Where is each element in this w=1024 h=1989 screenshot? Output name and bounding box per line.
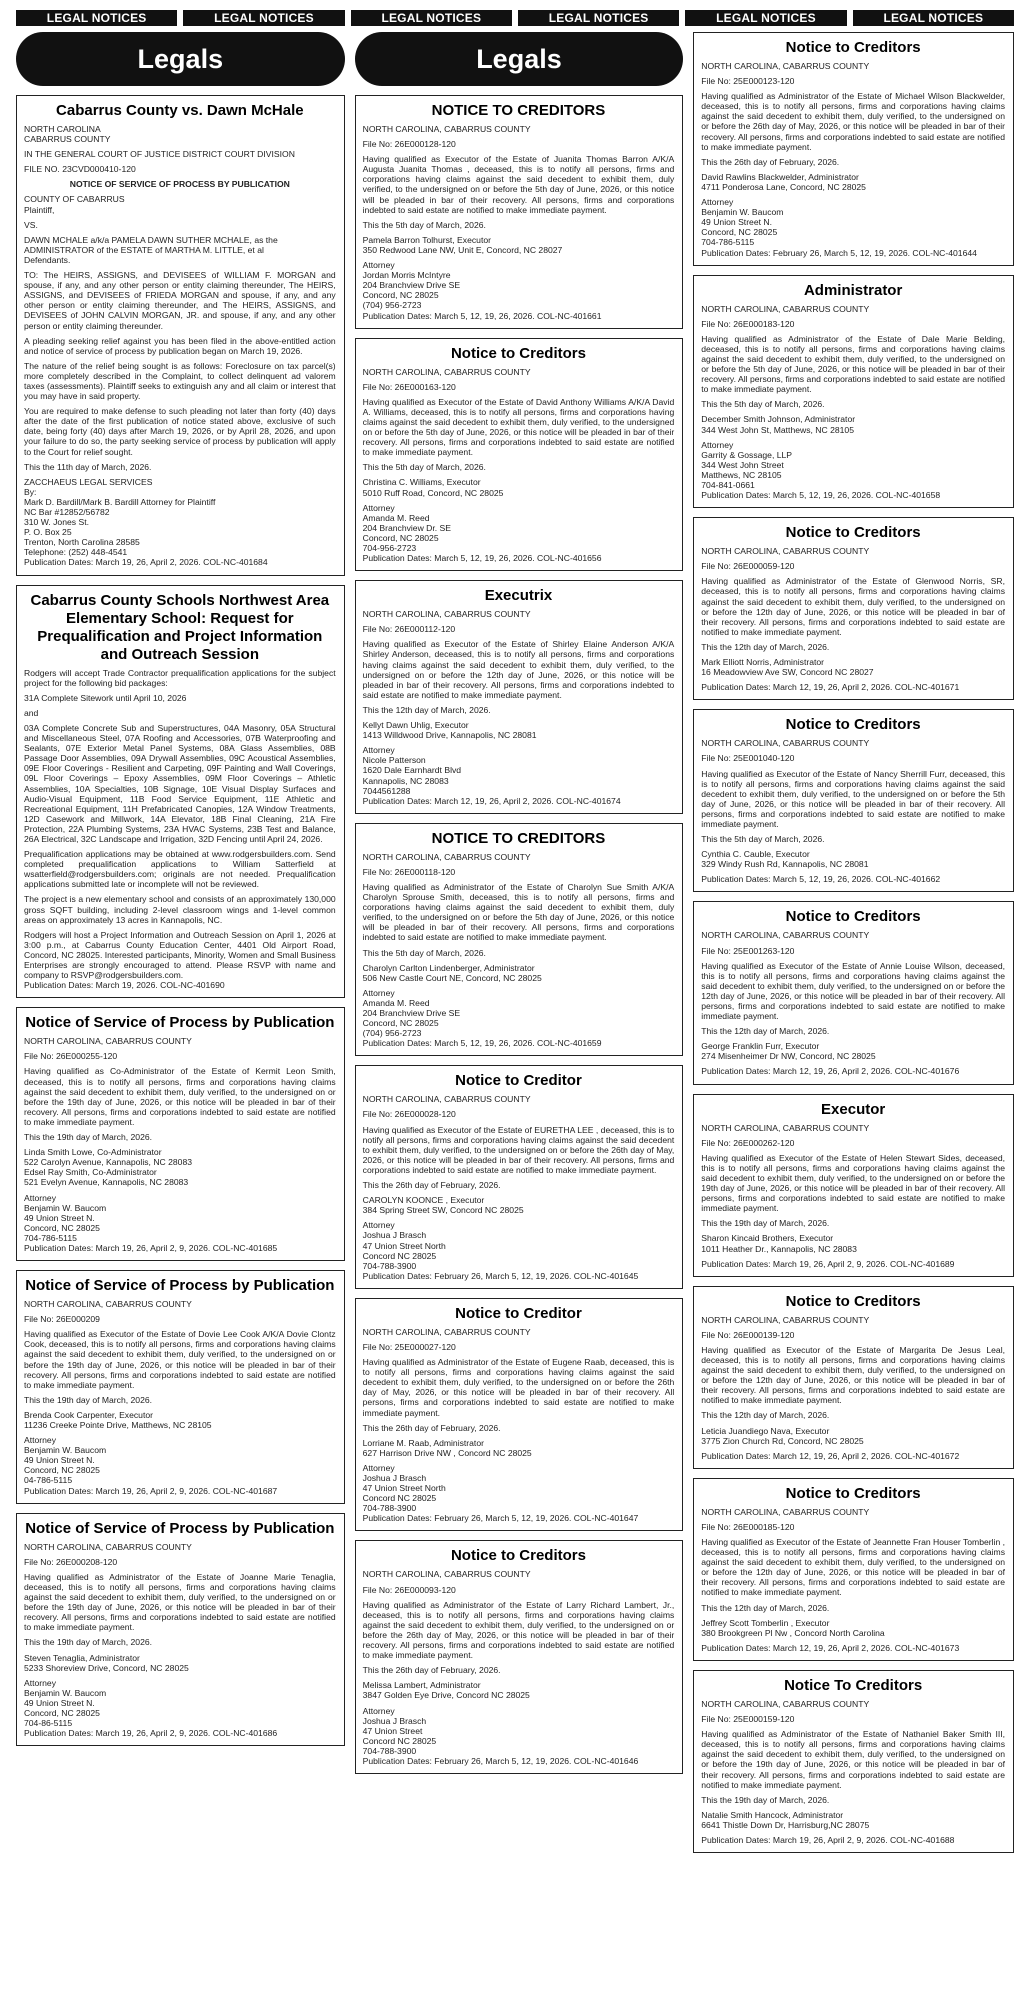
notice-paragraph: This the 5th day of March, 2026. — [362, 462, 486, 473]
notice-title: Notice of Service of Process by Publication — [25, 1519, 335, 1537]
notice-paragraph: Attorney Benjamin W. Baucom 49 Union Street N. Concord, NC 28025 704-86-5115 Publication Dates: March 19, 26, April 2, 9, 2026. COL-NC-401686 — [24, 1677, 278, 1739]
notice-paragraph: File No: 26E000185-120 — [701, 1521, 795, 1532]
notice-paragraph: File No: 25E000123-120 — [701, 76, 795, 87]
notice-paragraph: File No: 26E000208-120 — [24, 1556, 118, 1567]
notice-paragraph: This the 12th day of March, 2026. — [362, 704, 491, 715]
legal-notice — [16, 95, 345, 576]
notice-title: Notice To Creditors — [784, 1676, 923, 1694]
notice-title: Notice to Creditors — [785, 524, 921, 542]
notice-paragraph: This the 5th day of March, 2026. — [701, 399, 825, 410]
notice-paragraph: NORTH CAROLINA, CABARRUS COUNTY — [362, 851, 531, 862]
notice-paragraph: Attorney Benjamin W. Baucom 49 Union Street N. Concord, NC 28025 704-786-5115 Publication Dates: February 26, March 5, 12, 19, 2026. COL-NC-401644 — [701, 197, 977, 258]
notice-paragraph: NORTH CAROLINA, CABARRUS COUNTY — [24, 1541, 192, 1552]
notice-paragraph: NORTH CAROLINA, CABARRUS COUNTY — [701, 546, 870, 557]
legal-notice — [355, 580, 684, 814]
notice-paragraph: This the 19th day of March, 2026. — [701, 1794, 830, 1805]
notice-paragraph: Having qualified as Administrator of the Estate of Dale Marie Belding, deceased, this is to notify all persons, firms and corporations having claims against the said decedent to exhibit them, duly verified, to the undersigned on or before the 5th day of June, 2026, or this notice will be pleaded in bar of their recovery. All persons, firms and corporations indebted to said estate are notified to make immediate payment. — [701, 333, 1005, 395]
notice-paragraph: Lorriane M. Raab, Administrator 627 Harrison Drive NW , Concord NC 28025 — [362, 1437, 532, 1458]
notice-paragraph: COUNTY OF CABARRUS Plaintiff, — [24, 194, 125, 215]
legal-notice — [16, 1513, 345, 1747]
notice-paragraph: Pamela Barron Tolhurst, Executor 350 Redwood Lane NW, Unit E, Concord, NC 28027 — [362, 234, 563, 255]
notice-paragraph: NOTICE OF SERVICE OF PROCESS BY PUBLICATION — [69, 179, 290, 190]
notice-paragraph: Having qualified as Executor of the Estate of Nancy Sherrill Furr, deceased, this is to notify all persons, firms and corporations having claims against the said decedent to exhibit them, duly verified, to the undersigned on or before the 5th day of June, 2026, or this notice will be pleaded in bar of their recovery. All persons, firms and corporations indebted to said estate are notified to make immediate payment. — [701, 768, 1005, 829]
notice-paragraph: The nature of the relief being sought is as follows: Foreclosure on tax parcel(s) more completely described in the Complaint, to collect delinquent ad valorem taxes (assessments). Plaintiff seeks to extinguish any and all claim or interest that you may have in said property. — [24, 360, 336, 402]
notice-paragraph: NORTH CAROLINA, CABARRUS COUNTY — [701, 738, 870, 749]
legal-notice — [693, 1094, 1014, 1277]
section-tab: LEGAL NOTICES — [853, 10, 1014, 26]
notice-paragraph: NORTH CAROLINA, CABARRUS COUNTY — [701, 1698, 870, 1709]
notice-title: Notice to Creditors — [785, 1484, 921, 1502]
notice-paragraph: Having qualified as Executor of the Estate of Juanita Thomas Barron A/K/A Augusta Juanita Thomas , deceased, this is to notify all persons, firms and corporations having claims against the said decedent to exhibit them, duly verified, to the undersigned on or before the 5th day of June, 2026, or this notice will be pleaded in bar of their recovery. All persons, firms and corporations indebted to said estate are notified to make immediate payment. — [362, 154, 675, 215]
legal-notice — [693, 1670, 1014, 1853]
notice-paragraph: File No: 26E000209 — [24, 1314, 100, 1325]
notice-paragraph: This the 26th day of February, 2026. — [362, 1665, 501, 1676]
notice-title: Administrator — [803, 281, 903, 299]
notice-title: Notice to Creditor — [455, 1304, 582, 1322]
notice-paragraph: 31A Complete Sitework until April 10, 2026 — [24, 692, 187, 703]
notice-paragraph: FILE NO. 23CVD000410-120 — [24, 164, 136, 175]
notice-paragraph: File No: 26E000112-120 — [362, 624, 456, 635]
notice-paragraph: This the 12th day of March, 2026. — [701, 1026, 830, 1037]
notice-paragraph: Natalie Smith Hancock, Administrator 6641 Thistle Down Dr, Harrisburg,NC 28075 — [701, 1809, 870, 1830]
notice-paragraph: Mark Elliott Norris, Administrator 16 Meadowview Ave SW, Concord NC 28027 — [701, 657, 874, 678]
notice-paragraph: This the 12th day of March, 2026. — [701, 1410, 830, 1421]
notice-paragraph: NORTH CAROLINA, CABARRUS COUNTY — [24, 1299, 192, 1310]
notice-paragraph: Jeffrey Scott Tomberlin , Executor 380 Brookgreen Pl Nw , Concord North Carolina — [701, 1617, 885, 1638]
notice-paragraph: File No: 26E000059-120 — [701, 561, 795, 572]
notice-paragraph: Having qualified as Administrator of the Estate of Eugene Raab, deceased, this is to notify all persons, firms and corporations having claims against the said decedent to exhibit them, duly verified, to the undersigned on or before the 26th day of May, 2026, or this notice will be pleaded in bar of their recovery. All persons, firms and corporations indebted to said estate are notified to make immediate payment. — [362, 1357, 675, 1418]
notice-paragraph: Christina C. Williams, Executor 5010 Ruff Road, Concord, NC 28025 — [362, 477, 504, 498]
notice-title: Notice to Creditor — [455, 1072, 582, 1090]
notice-paragraph: Attorney Benjamin W. Baucom 49 Union Street N. Concord, NC 28025 04-786-5115 Publication Dates: March 19, 26, April 2, 9, 2026. COL-NC-401687 — [24, 1435, 278, 1496]
notice-paragraph: This the 19th day of March, 2026. — [24, 1132, 153, 1143]
legal-notice — [693, 1478, 1014, 1661]
notice-paragraph: File No: 26E000183-120 — [701, 318, 795, 329]
notice-paragraph: Publication Dates: March 5, 12, 19, 26, 2026. COL-NC-401662 — [701, 874, 941, 885]
notice-columns — [16, 32, 1014, 1987]
notice-paragraph: Having qualified as Administrator of the Estate of Larry Richard Lambert, Jr., deceased, this is to notify all persons, firms and corporations having claims against the said decedent to exhibit them, duly verified, to the undersigned on or before the 26th day of May, 2026, or this notice will be pleaded in bar of their recovery. All persons, firms and corporations indebted to said estate are notified to make immediate payment. — [362, 1599, 675, 1661]
notice-title: Executor — [821, 1100, 886, 1118]
legal-notice — [355, 338, 684, 572]
notice-paragraph: File No: 26E000028-120 — [362, 1109, 456, 1120]
notice-paragraph: Kellyt Dawn Uhlig, Executor 1413 Willdwood Drive, Kannapolis, NC 28081 — [362, 720, 537, 741]
legal-notice — [693, 709, 1014, 892]
notice-paragraph: File No: 26E000163-120 — [362, 381, 456, 392]
notice-paragraph: Having qualified as Administrator of the Estate of Nathaniel Baker Smith III, deceased, this is to notify all persons, firms and corporations having claims against the said decedent to exhibit them, duly verified, to the undersigned on or before the 19th day of June, 2026, or this notice will be pleaded in bar of their recovery. All persons, firms and corporations indebted to said estate are notified to make immediate payment. — [701, 1729, 1005, 1790]
notice-paragraph: Attorney Joshua J Brasch 47 Union Street North Concord NC 28025 704-788-3900 Publication Dates: February 26, March 5, 12, 19, 2026. COL-NC-401647 — [362, 1462, 639, 1524]
notice-paragraph: Cynthia C. Cauble, Executor 329 Windy Rush Rd, Kannapolis, NC 28081 — [701, 849, 869, 870]
notice-paragraph: Prequalification applications may be obtained at www.rodgersbuilders.com. Send completed prequalification applications to William Satterfield at wsatterfield@rodgersbuilders.com; originals are not needed. Prequalification applications submitted late or incomplete will not be reviewed. — [24, 849, 336, 890]
notice-paragraph: File No: 26E000118-120 — [362, 866, 456, 877]
legal-notice — [355, 95, 684, 329]
notice-paragraph: Having qualified as Executor of the Estate of Jeannette Fran Houser Tomberlin , deceased, this is to notify all persons, firms and corporations having claims against the said decedent to exhibit them, duly verified, to the undersigned on or before the 12th day of June, 2026, or this notice will be pleaded in bar of their recovery. All persons, firms and corporations indebted to said estate are notified to make immediate payment. — [701, 1537, 1005, 1598]
notice-paragraph: Having qualified as Executor of the Estate of Margarita De Jesus Leal, deceased, this is to notify all persons, firms and corporations having claims against the said decedent to exhibit them, duly verified, to the undersigned on or before the 12th day of June, 2026, or this notice will be pleaded in bar of their recovery. All persons, firms and corporations indebted to said estate are notified to make immediate payment. — [701, 1344, 1005, 1406]
notice-paragraph: You are required to make defense to such pleading not later than forty (40) days after the date of the first publication of notice stated above, exclusive of such date, being forty (40) days after March 19, 2026, or by April 28, 2026, and upon your failure to do so, the party seeking service of process by publication will apply to the Court for relief sought. — [24, 406, 336, 457]
notice-paragraph: File No: 25E000027-120 — [362, 1341, 456, 1352]
notice-paragraph: Having qualified as Executor of the Estate of Shirley Elaine Anderson A/K/A Shirley Anderson, deceased, this is to notify all persons, firms and corporations having claims against the said decedent to exhibit them, duly verified, to the undersigned on or before the 12th day of June, 2026, or this notice will be pleaded in bar of their recovery. All persons, firms and corporations indebted to said estate are notified to make immediate payment. — [362, 639, 675, 700]
legal-notice — [355, 1065, 684, 1289]
notice-paragraph: Attorney Jordan Morris McIntyre 204 Branchview Drive SE Concord, NC 28025 (704) 956-2723 Publication Dates: March 5, 12, 19, 26, 2026. COL-NC-401661 — [362, 260, 602, 321]
notice-paragraph: NORTH CAROLINA, CABARRUS COUNTY — [362, 1569, 531, 1580]
notice-paragraph: Attorney Amanda M. Reed 204 Branchview Dr. SE Concord, NC 28025 704-956-2723 Publication Dates: March 5, 12, 19, 26, 2026. COL-NC-401656 — [362, 502, 602, 564]
notice-paragraph: and — [24, 707, 39, 718]
notice-paragraph: ZACCHAEUS LEGAL SERVICES By: Mark D. Bardill/Mark B. Bardill Attorney for Plaintiff NC Bar #12852/56782 310 W. Jones St. P. O. Box 25 Trenton, North Carolina 28585 Telephone: (252) 448-4541 Publication Dates: March 19, 26, April 2, 2026. COL-NC-401684 — [24, 476, 268, 568]
notice-paragraph: NORTH CAROLINA, CABARRUS COUNTY — [701, 930, 870, 941]
notice-paragraph: This the 12th day of March, 2026. — [701, 1602, 830, 1613]
notice-paragraph: This the 5th day of March, 2026. — [362, 219, 486, 230]
notice-paragraph: Steven Tenaglia, Administrator 5233 Shoreview Drive, Concord, NC 28025 — [24, 1652, 189, 1673]
notice-paragraph: Attorney Joshua J Brasch 47 Union Street Concord NC 28025 704-788-3900 Publication Dates: February 26, March 5, 12, 19, 2026. COL-NC-401646 — [362, 1705, 639, 1766]
column-3 — [693, 32, 1014, 1987]
notice-paragraph: File No: 25E001040-120 — [701, 753, 795, 764]
notice-paragraph: IN THE GENERAL COURT OF JUSTICE DISTRICT COURT DIVISION — [24, 149, 295, 160]
notice-title: Notice of Service of Process by Publication — [25, 1277, 335, 1295]
notice-paragraph: December Smith Johnson, Administrator 344 West John St, Matthews, NC 28105 — [701, 414, 856, 435]
column-2 — [355, 32, 684, 1987]
notice-paragraph: TO: The HEIRS, ASSIGNS, and DEVISEES of WILLIAM F. MORGAN and spouse, if any, and any other person or entity claiming thereunder, The HEIRS, ASSIGNS, and DEVISEES of FRIEDA MORGAN and spouse, if any, and any other person or entity claiming thereunder, and The HEIRS, ASSIGNS, and DEVISEES of JOHN CALVIN MORGAN, JR. and spouse, if any, and any other person or entity claiming thereunder. — [24, 270, 336, 331]
notice-title: Notice to Creditors — [450, 344, 586, 362]
notice-paragraph: File No: 26E000093-120 — [362, 1584, 456, 1595]
legal-notice — [355, 1298, 684, 1532]
notice-paragraph: A pleading seeking relief against you has been filed in the above-entitled action and notice of service of process by publication began on March 19, 2026. — [24, 335, 336, 356]
legals-banner: Legals — [355, 32, 684, 86]
legal-notice — [693, 517, 1014, 700]
notice-paragraph: File No: 26E000262-120 — [701, 1137, 795, 1148]
notice-title: Notice to Creditors — [785, 716, 921, 734]
notice-paragraph: Having qualified as Administrator of the Estate of Glenwood Norris, SR, deceased, this is to notify all persons, firms and corporations having claims against the said decedent to exhibit them, duly verified, to the undersigned on or before the 12th day of June, 2026, or this notice will be pleaded in bar of their recovery. All persons, firms and corporations indebted to said estate are notified to make immediate payment. — [701, 576, 1005, 637]
notice-paragraph: NORTH CAROLINA, CABARRUS COUNTY — [362, 124, 531, 134]
notice-paragraph: NORTH CAROLINA, CABARRUS COUNTY — [701, 1314, 870, 1325]
notice-paragraph: Melissa Lambert, Administrator 3847 Golden Eye Drive, Concord NC 28025 — [362, 1680, 530, 1701]
legal-notice — [693, 275, 1014, 509]
section-tab: LEGAL NOTICES — [685, 10, 846, 26]
notice-paragraph: File No: 25E000159-120 — [701, 1714, 795, 1725]
notice-title: Executrix — [484, 587, 553, 605]
notice-paragraph: NORTH CAROLINA, CABARRUS COUNTY — [362, 366, 531, 377]
notice-paragraph: NORTH CAROLINA, CABARRUS COUNTY — [701, 1122, 870, 1133]
notice-paragraph: File No: 25E001263-120 — [701, 945, 795, 956]
notice-paragraph: Having qualified as Administrator of the Estate of Charolyn Sue Smith A/K/A Charolyn Sprouse Smith, deceased, this is to notify all persons, firms and corporations having claims against the said decedent to exhibit them, duly verified, to the undersigned on or before the 5th day of June, 2026, or this notice will be pleaded in bar of their recovery. All persons, firms and corporations indebted to said estate are notified to make immediate payment. — [362, 881, 675, 943]
notice-paragraph: Rodgers will host a Project Information and Outreach Session on April 1, 2026 at 3:00 p.m., at Cabarrus County Education Center, 4401 Old Airport Road, Concord, NC 28025. Interested participants, Minority, Women and Small Business Enterprises are strongly encouraged to attend. Please RSVP with name and company to RSVP@rodgersbuilders.com. Publication Dates: March 19, 2026. COL-NC-401690 — [24, 929, 336, 991]
notice-paragraph: Attorney Benjamin W. Baucom 49 Union Street N. Concord, NC 28025 704-786-5115 Publication Dates: March 19, 26, April 2, 9, 2026. COL-NC-401685 — [24, 1192, 278, 1253]
legal-notice — [16, 585, 345, 999]
legal-notice — [355, 1540, 684, 1774]
section-tab: LEGAL NOTICES — [16, 10, 177, 26]
notice-paragraph: CAROLYN KOONCE , Executor 384 Spring Street SW, Concord NC 28025 — [362, 1195, 524, 1216]
notice-paragraph: Having qualified as Executor of the Estate of Annie Louise Wilson, deceased, this is to notify all persons, firms and corporations having claims against the said decedent to exhibit them, duly verified, to the undersigned on or before the 12th day of June, 2026, or this notice will be pleaded in bar of their recovery. All persons, firms and corporations indebted to said estate are notified to make immediate payment. — [701, 960, 1005, 1022]
notice-paragraph: Charolyn Carlton Lindenberger, Administrator 506 New Castle Court NE, Concord, NC 28025 — [362, 962, 542, 983]
notice-title: Notice of Service of Process by Publication — [25, 1014, 335, 1032]
notice-title: NOTICE TO CREDITORS — [431, 829, 606, 847]
notice-paragraph: David Rawlins Blackwelder, Administrator 4711 Ponderosa Lane, Concord, NC 28025 — [701, 171, 866, 192]
column-1 — [16, 32, 345, 1987]
notice-paragraph: Attorney Joshua J Brasch 47 Union Street North Concord NC 28025 704-788-3900 Publication Dates: February 26, March 5, 12, 19, 2026. COL-NC-401645 — [362, 1220, 639, 1281]
legal-notice — [355, 823, 684, 1057]
legals-banner: Legals — [16, 32, 345, 86]
notice-paragraph: Brenda Cook Carpenter, Executor 11236 Creeke Pointe Drive, Matthews, NC 28105 — [24, 1409, 212, 1430]
notice-paragraph: Having qualified as Executor of the Estate of Dovie Lee Cook A/K/A Dovie Clontz Cook, deceased, this is to notify all persons, firms and corporations having claims against the said decedent to exhibit them, duly verified, to the undersigned on or before the 19th day of June, 2026, or this notice will be pleaded in bar of their recovery. All persons, firms and corporations indebted to said estate are notified to make immediate payment. — [24, 1329, 336, 1390]
notice-paragraph: NORTH CAROLINA, CABARRUS COUNTY — [701, 61, 870, 71]
notice-paragraph: Publication Dates: March 19, 26, April 2, 9, 2026. COL-NC-401688 — [701, 1834, 955, 1845]
notice-paragraph: Leticia Juandiego Nava, Executor 3775 Zion Church Rd, Concord, NC 28025 — [701, 1425, 864, 1446]
notice-paragraph: Publication Dates: March 12, 19, 26, April 2, 2026. COL-NC-401673 — [701, 1642, 960, 1653]
notice-paragraph: The project is a new elementary school and consists of an approximately 130,000 gross SQFT building, including 2-level classroom wings and 1-level common areas on approximately 13 acres in Kannapolis, NC. — [24, 894, 336, 925]
legal-notice — [693, 32, 1014, 266]
notice-paragraph: Having qualified as Administrator of the Estate of Michael Wilson Blackwelder, deceased, this is to notify all persons, firms and corporations having claims against the said decedent to exhibit them, duly verified, to the undersigned on or before the 26th day of May, 2026, or this notice will be pleaded in bar of their recovery. All persons, firms and corporations indebted to said estate are notified to make immediate payment. — [701, 91, 1005, 152]
notice-paragraph: Publication Dates: March 12, 19, 26, April 2, 2026. COL-NC-401676 — [701, 1066, 960, 1077]
notice-paragraph: This the 26th day of February, 2026. — [701, 156, 840, 167]
notice-paragraph: This the 5th day of March, 2026. — [701, 834, 825, 845]
notice-paragraph: Publication Dates: March 12, 19, 26, April 2, 2026. COL-NC-401671 — [701, 682, 960, 693]
notice-paragraph: Attorney Amanda M. Reed 204 Branchview Drive SE Concord, NC 28025 (704) 956-2723 Publication Dates: March 5, 12, 19, 26, 2026. COL-NC-401659 — [362, 987, 602, 1049]
notice-paragraph: This the 26th day of February, 2026. — [362, 1422, 501, 1433]
notice-paragraph: This the 5th day of March, 2026. — [362, 947, 486, 958]
legal-notice — [16, 1270, 345, 1504]
section-tab: LEGAL NOTICES — [518, 10, 679, 26]
notice-paragraph: VS. — [24, 219, 38, 230]
notice-paragraph: Attorney Nicole Patterson 1620 Dale Earnhardt Blvd Kannapolis, NC 28083 7044561288 Publication Dates: March 12, 19, 26, April 2, 2026. COL-NC-401674 — [362, 745, 621, 806]
notice-title: Cabarrus County vs. Dawn McHale — [56, 102, 304, 119]
notice-paragraph: NORTH CAROLINA, CABARRUS COUNTY — [24, 1036, 192, 1047]
notice-paragraph: NORTH CAROLINA, CABARRUS COUNTY — [701, 1506, 870, 1517]
notice-title: NOTICE TO CREDITORS — [431, 102, 606, 119]
notice-paragraph: File No: 26E000128-120 — [362, 139, 456, 150]
legal-notice — [693, 1286, 1014, 1469]
section-header-bar — [16, 10, 1014, 26]
notice-paragraph: NORTH CAROLINA, CABARRUS COUNTY — [362, 1094, 531, 1105]
notice-paragraph: This the 19th day of March, 2026. — [24, 1637, 153, 1648]
notice-paragraph: Attorney Garrity & Gossage, LLP 344 West John Street Matthews, NC 28105 704-841-0661 Publication Dates: March 5, 12, 19, 26, 2026. COL-NC-401658 — [701, 439, 941, 501]
notice-title: Notice to Creditors — [450, 1547, 586, 1565]
notice-paragraph: This the 26th day of February, 2026. — [362, 1180, 501, 1191]
notice-paragraph: Having qualified as Executor of the Estate of David Anthony Williams A/K/A David A. Williams, deceased, this is to notify all persons, firms and corporations having claims against the said decedent to exhibit them, duly verified, to the undersigned on or before the 5th day of June, 2026, or this notice will be pleaded in bar of their recovery. All persons, firms and corporations indebted to said estate are notified to make immediate payment. — [362, 396, 675, 458]
section-tab: LEGAL NOTICES — [351, 10, 512, 26]
notice-paragraph: Linda Smith Lowe, Co-Administrator 522 Carolyn Avenue, Kannapolis, NC 28083 Edsel Ray Smith, Co-Administrator 521 Evelyn Avenue, Kannapolis, NC 28083 — [24, 1147, 193, 1188]
notice-paragraph: Having qualified as Executor of the Estate of Helen Stewart Sides, deceased, this is to notify all persons, firms and corporations having claims against the said decedent to exhibit them, duly verified, to the undersigned on or before the 19th day of June, 2026, or this notice will be pleaded in bar of their recovery. All persons, firms and corporations indebted to said estate are notified to make immediate payment. — [701, 1152, 1005, 1214]
notice-paragraph: File No: 26E000255-120 — [24, 1051, 118, 1062]
notice-paragraph: Having qualified as Administrator of the Estate of Joanne Marie Tenaglia, deceased, this is to notify all persons, firms and corporations having claims against the said decedent to exhibit them, duly verified, to the undersigned on or before the 19th day of June, 2026, or this notice will be pleaded in bar of their recovery. All persons, firms and corporations indebted to said estate are notified to make immediate payment. — [24, 1571, 336, 1633]
notice-title: Notice to Creditors — [785, 39, 921, 56]
notice-title: Notice to Creditors — [785, 1292, 921, 1310]
notice-title: Cabarrus County Schools Northwest Area Elementary School: Request for Prequalification and Project Information and Outreach Session — [30, 591, 330, 663]
notice-title: Notice to Creditors — [785, 908, 921, 926]
notice-paragraph: DAWN MCHALE a/k/a PAMELA DAWN SUTHER MCHALE, as the ADMINISTRATOR of the ESTATE of MARTHA M. LITTLE, et al Defendants. — [24, 234, 278, 265]
notice-paragraph: This the 19th day of March, 2026. — [24, 1394, 153, 1405]
notice-paragraph: Having qualified as Executor of the Estate of EURETHA LEE , deceased, this is to notify all persons, firms and corporations having claims against the said decedent to exhibit them, duly verified, to the undersigned on or before the 26th day of May, 2026, or this notice will be pleaded in bar of their recovery. All persons, firms and corporations indebted to said estate are notified to make immediate payment. — [362, 1124, 675, 1175]
notice-paragraph: NORTH CAROLINA, CABARRUS COUNTY — [701, 303, 870, 314]
notice-paragraph: Having qualified as Co-Administrator of the Estate of Kermit Leon Smith, deceased, this is to notify all persons, firms and corporations having claims against the said decedent to exhibit them, duly verified, to the undersigned on or before the 19th day of June, 2026, or this notice will be pleaded in bar of their recovery. All persons, firms and corporations indebted to said estate are notified to make immediate payment. — [24, 1066, 336, 1127]
notice-paragraph: NORTH CAROLINA, CABARRUS COUNTY — [362, 1326, 531, 1337]
legal-notice — [16, 1007, 345, 1261]
notice-paragraph: This the 12th day of March, 2026. — [701, 641, 830, 652]
notice-paragraph: This the 11th day of March, 2026. — [24, 461, 152, 472]
notice-paragraph: This the 19th day of March, 2026. — [701, 1218, 830, 1229]
notice-paragraph: NORTH CAROLINA, CABARRUS COUNTY — [362, 609, 531, 620]
notice-paragraph: Publication Dates: March 19, 26, April 2, 9, 2026. COL-NC-401689 — [701, 1258, 955, 1269]
notice-paragraph: 03A Complete Concrete Sub and Superstructures, 04A Masonry, 05A Structural and Miscellaneous Steel, 07A Roofing and Accessories, 07B Waterproofing and Sealants, 07E Exterior Metal Panel Systems, 08A Glass Assemblies, 08B Passage Door Assemblies, 09A Drywall Assemblies, 09C Acoustical Assemblies, 09E Floor Coverings - Resilient and Carpeting, 09F Painting and Wall Coverings, 09L Floor Coverings – Epoxy Assemblies, 09M Floor Coverings – Athletic Assemblies, 10A Specialties, 10B Signage, 10E Visual Display Surfaces and Audio-Visual Equipment, 11B Food Service Equipment, 11E Athletic and Recreational Equipment, 11H Prefabricated Canopies, 12A Window Treatments, 12D Casework and Millwork, 14A Elevator, 18B Final Cleaning, 21A Fire Protection, 22A Plumbing Systems, 23A HVAC Systems, 23B Test and Balance, 26A Electrical, 32C Landscape and Irrigation, 32D Fencing until April 24, 2026. — [24, 722, 336, 844]
notice-paragraph: George Franklin Furr, Executor 274 Misenheimer Dr NW, Concord, NC 28025 — [701, 1041, 876, 1062]
notice-paragraph: File No: 26E000139-120 — [701, 1329, 795, 1340]
notice-paragraph: Rodgers will accept Trade Contractor prequalification applications for the subject project for the following bid packages: — [24, 667, 336, 688]
legal-notice — [693, 901, 1014, 1084]
notice-paragraph: Publication Dates: March 12, 19, 26, April 2, 2026. COL-NC-401672 — [701, 1450, 960, 1461]
notice-paragraph: NORTH CAROLINA CABARRUS COUNTY — [24, 124, 111, 145]
section-tab: LEGAL NOTICES — [183, 10, 344, 26]
notice-paragraph: Sharon Kincaid Brothers, Executor 1011 Heather Dr., Kannapolis, NC 28083 — [701, 1233, 857, 1254]
